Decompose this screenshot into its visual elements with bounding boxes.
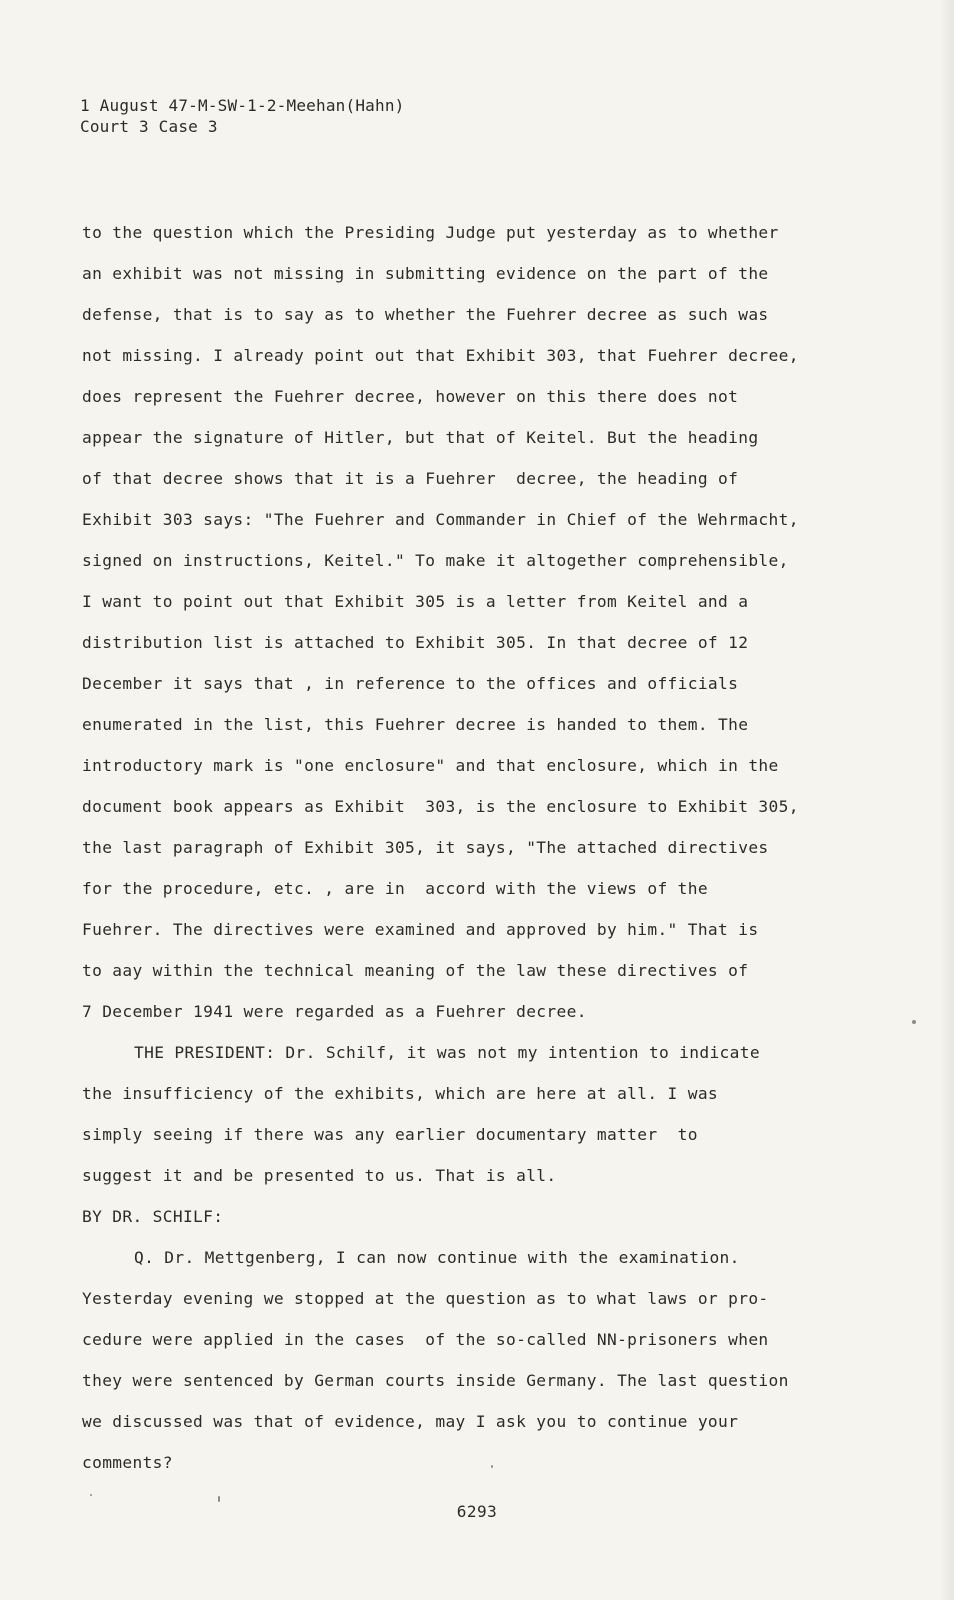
transcript-line: we discussed was that of evidence, may I ask you to continue your — [82, 1412, 739, 1431]
ink-speck — [218, 1496, 220, 1502]
transcript-line: suggest it and be presented to us. That is all. — [82, 1166, 557, 1185]
ink-speck — [90, 1494, 92, 1496]
transcript-line: comments? — [82, 1453, 173, 1472]
transcript-line: Yesterday evening we stopped at the question as to what laws or pro- — [82, 1289, 769, 1308]
transcript-body — [82, 212, 872, 1483]
transcript-line: not missing. I already point out that Exhibit 303, that Fuehrer decree, — [82, 346, 799, 365]
transcript-line: to the question which the Presiding Judge put yesterday as to whether — [82, 223, 779, 242]
document-header — [80, 95, 404, 137]
transcript-line: the insufficiency of the exhibits, which are here at all. I was — [82, 1084, 719, 1103]
transcript-line: document book appears as Exhibit 303, is the enclosure to Exhibit 305, — [82, 797, 799, 816]
transcript-line: to aay within the technical meaning of the law these directives of — [82, 961, 749, 980]
transcript-line: I want to point out that Exhibit 305 is a letter from Keitel and a — [82, 592, 749, 611]
transcript-line: Exhibit 303 says: "The Fuehrer and Commander in Chief of the Wehrmacht, — [82, 510, 799, 529]
header-court-line: Court 3 Case 3 — [80, 117, 218, 136]
transcript-line: an exhibit was not missing in submitting evidence on the part of the — [82, 264, 769, 283]
transcript-line: introductory mark is "one enclosure" and that enclosure, which in the — [82, 756, 779, 775]
ink-speck — [491, 1465, 493, 1468]
transcript-line: of that decree shows that it is a Fuehrer decree, the heading of — [82, 469, 739, 488]
ink-speck — [912, 1020, 916, 1024]
transcript-line: for the procedure, etc. , are in accord with the views of the — [82, 879, 708, 898]
transcript-line: Fuehrer. The directives were examined and approved by him." That is — [82, 920, 759, 939]
header-session-line: 1 August 47-M-SW-1-2-Meehan(Hahn) — [80, 96, 405, 115]
transcript-line: defense, that is to say as to whether the Fuehrer decree as such was — [82, 305, 769, 324]
transcript-line: signed on instructions, Keitel." To make it altogether comprehensible, — [82, 551, 789, 570]
transcript-line: enumerated in the list, this Fuehrer decree is handed to them. The — [82, 715, 749, 734]
transcript-line: simply seeing if there was any earlier documentary matter to — [82, 1125, 698, 1144]
transcript-line: distribution list is attached to Exhibit 305. In that decree of 12 — [82, 633, 749, 652]
transcript-line: the last paragraph of Exhibit 305, it says, "The attached directives — [82, 838, 769, 857]
page-number: 6293 — [456, 1502, 498, 1521]
question-line: Q. Dr. Mettgenberg, I can now continue with the examination. — [134, 1248, 740, 1267]
page-edge-shadow — [940, 0, 954, 1600]
transcript-line: does represent the Fuehrer decree, however on this there does not — [82, 387, 739, 406]
transcript-line: they were sentenced by German courts inside Germany. The last question — [82, 1371, 789, 1390]
transcript-line: December it says that , in reference to the offices and officials — [82, 674, 739, 693]
transcript-line: cedure were applied in the cases of the so-called NN-prisoners when — [82, 1330, 769, 1349]
transcript-line: 7 December 1941 were regarded as a Fuehrer decree. — [82, 1002, 587, 1021]
transcript-line: appear the signature of Hitler, but that of Keitel. But the heading — [82, 428, 759, 447]
examiner-heading: BY DR. SCHILF: — [82, 1207, 224, 1226]
president-statement-line: THE PRESIDENT: Dr. Schilf, it was not my intention to indicate — [134, 1043, 760, 1062]
